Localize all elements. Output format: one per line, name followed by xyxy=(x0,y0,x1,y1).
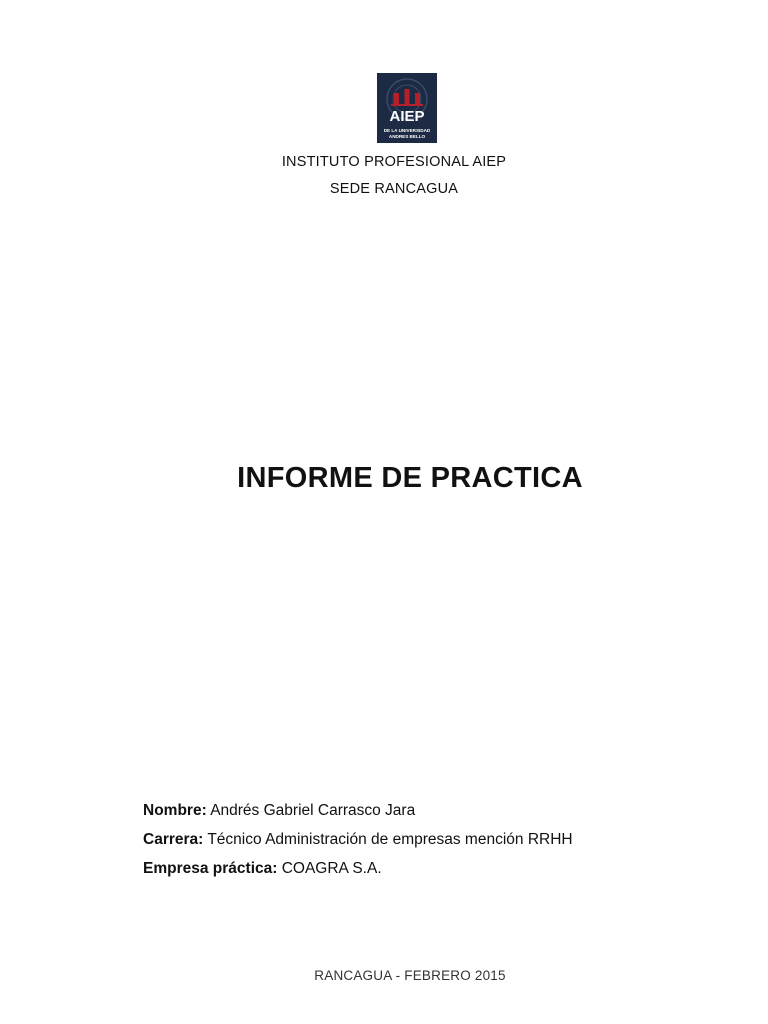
company-row xyxy=(143,860,382,878)
aiep-logo-mark xyxy=(377,73,437,143)
aiep-logo xyxy=(377,73,437,143)
institution-name: INSTITUTO PROFESIONAL AIEP xyxy=(281,154,507,170)
career-label: Carrera: xyxy=(143,831,204,848)
place-date-footer: RANCAGUA - FEBRERO 2015 xyxy=(314,968,506,983)
logo-acronym: AIEP xyxy=(389,108,425,125)
logo-line1: DE LA UNIVERSIDAD xyxy=(383,128,431,133)
document-title: INFORME DE PRACTICA xyxy=(237,462,583,494)
company-value: COAGRA S.A. xyxy=(281,860,382,877)
student-name-label: Nombre: xyxy=(143,802,207,819)
career-row xyxy=(143,831,573,849)
career-value: Técnico Administración de empresas mención RRHH xyxy=(207,831,573,848)
logo-line2: ANDRES BELLO xyxy=(388,134,426,139)
student-name-value: Andrés Gabriel Carrasco Jara xyxy=(210,802,416,819)
campus-name: SEDE RANCAGUA xyxy=(329,181,459,197)
student-name-row xyxy=(143,802,415,820)
company-label: Empresa práctica: xyxy=(143,860,278,877)
